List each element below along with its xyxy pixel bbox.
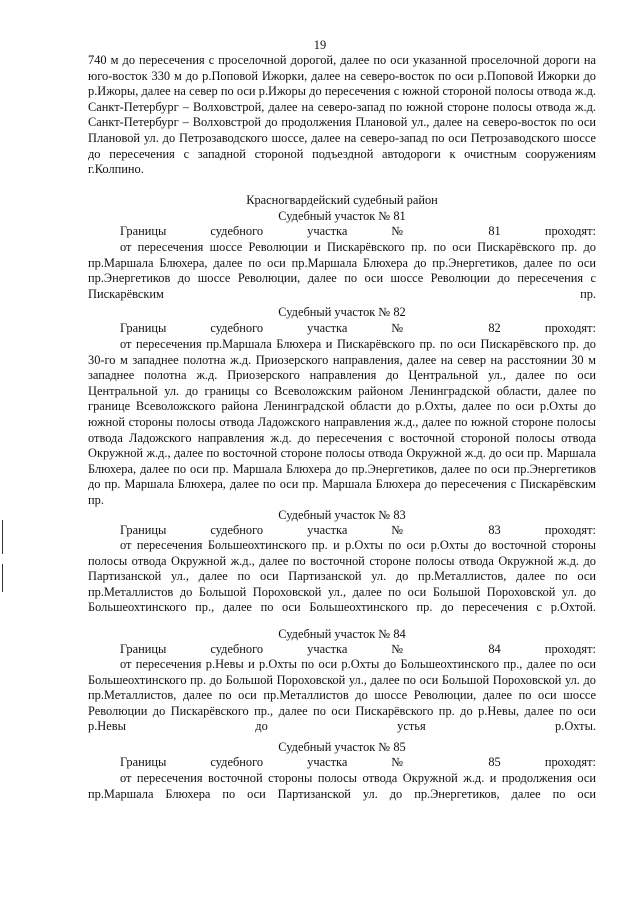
section-text-83: от пересечения Большеохтинского пр. и р.Охты по оси р.Охты до восточной стороны полосы отвода Окружной ж.д., далее по восточной стороне полосы отвода Окружной ж.д. до Партизанской ул., далее по оси Партизанской ул. до пр.Металлистов, далее по оси пр.Металлистов до Большой Пороховской ул., далее по оси Большой Пороховской ул. до Большеохтинского пр., далее по оси Большеохтинского пр. до пересечения с р.Охтой. [88,538,596,615]
margin-line [2,520,3,554]
section-title-82: Судебный участок № 82 [278,305,406,319]
margin-line [2,564,3,592]
section-intro-85: Границы судебного участка № 85 проходят: [120,755,596,769]
section-text-81: от пересечения шоссе Революции и Пискарёвского пр. по оси Пискарёвского пр. до пр.Маршала Блюхера, далее по оси пр.Маршала Блюхера до пр.Энергетиков, далее по оси пр.Энергетиков до шоссе Революции, далее по оси шоссе Революции до пересечения с Пискарёвским пр. [88,240,596,301]
district-title: Красногвардейский судебный район [246,193,438,207]
section-intro-82: Границы судебного участка № 82 проходят: [120,321,596,335]
section-title-81: Судебный участок № 81 [278,209,406,223]
section-title-83: Судебный участок № 83 [278,508,406,522]
section-title-84: Судебный участок № 84 [278,627,406,641]
section-intro-81: Границы судебного участка № 81 проходят: [120,224,596,238]
section-intro-83: Границы судебного участка № 83 проходят: [120,523,596,537]
section-intro-84: Границы судебного участка № 84 проходят: [120,642,596,656]
page-number: 19 [313,38,327,52]
intro-paragraph: 740 м до пересечения с проселочной дорогой, далее по оси указанной проселочной дороги на юго-восток 330 м до р.Поповой Ижорки, далее на северо-восток по оси р.Поповой Ижорки до р.Ижоры, далее на север по оси р.Ижоры до пересечения с южной стороной полосы отвода ж.д. Санкт-Петербург – Волховстрой, далее на северо-запад по южной стороне полосы отвода ж.д. Санкт-Петербург – Волховстрой до продолжения Плановой ул., далее на северо-восток по оси Плановой ул. до Петрозаводского шоссе, далее на северо-запад по оси Петрозаводского шоссе до пересечения с западной стороной подъездной автодороги к очистным сооружениям г.Колпино. [88,53,596,177]
section-text-84: от пересечения р.Невы и р.Охты по оси р.Охты до Большеохтинского пр., далее по оси Большеохтинского пр. до Большой Пороховской ул., далее по оси Большой Пороховской ул. до пр.Металлистов, далее по оси пр.Металлистов до шоссе Революции, далее по оси шоссе Революции до Пискарёвского пр., далее по оси Пискарёвского пр. до р.Невы, далее по оси р.Невы до устья р.Охты. [88,657,596,734]
section-text-82: от пересечения пр.Маршала Блюхера и Пискарёвского пр. по оси Пискарёвского пр. до 30-го м западнее полотна ж.д. Приозерского направления, далее на север на расстоянии 30 м западнее полотна ж.д. Приозерского направления до Центральной ул., далее по оси Центральной ул. до границы со Всеволожским районом Ленинградской области, далее по границе Всеволожского района Ленинградской области до р.Охты, далее по оси р.Охты до южной стороны полосы отвода Ладожского направления ж.д., далее по южной стороне полосы отвода Ладожского направления ж.д. до пересечения с восточной стороной полосы отвода Окружной ж.д., далее по восточной стороне полосы отвода Окружной ж.д. до оси пр. Маршала Блюхера, далее по оси пр. Маршала Блюхера до пр.Энергетиков, далее по оси пр.Энергетиков до пр. Маршала Блюхера, далее по оси пр. Маршала Блюхера до пересечения с Пискарёвским пр. [88,337,596,507]
section-title-85: Судебный участок № 85 [278,740,406,754]
section-text-85: от пересечения восточной стороны полосы отвода Окружной ж.д. и продолжения оси пр.Маршала Блюхера по оси Партизанской ул. до пр.Энергетиков, далее по оси [88,771,596,801]
